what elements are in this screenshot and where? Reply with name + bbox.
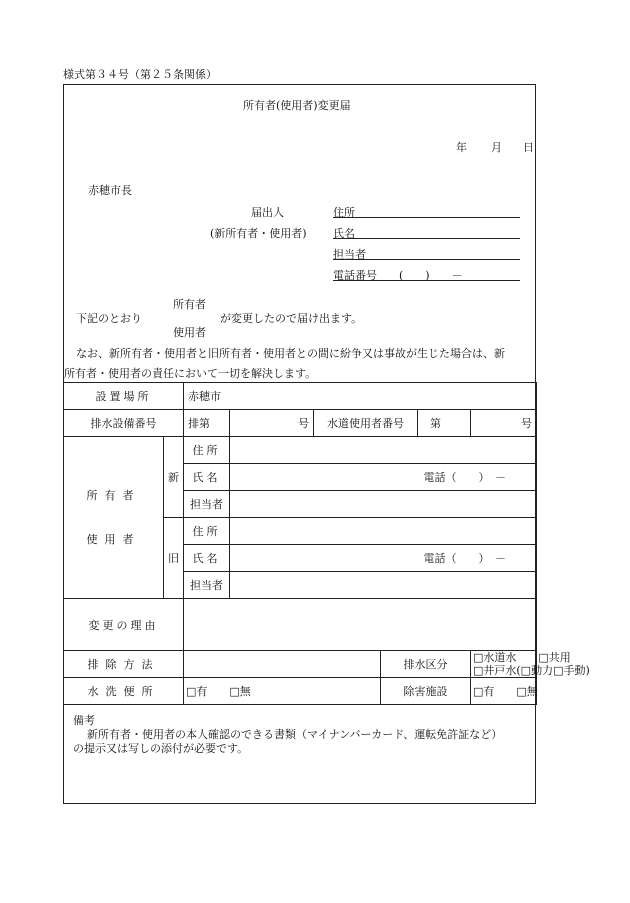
owner-label: 所有者 — [86, 488, 141, 502]
applicant-contact-line[interactable] — [333, 259, 520, 260]
old-address-field[interactable] — [230, 518, 537, 545]
drain-number-label: 排水設備番号 — [64, 410, 184, 437]
toilet-options[interactable]: □有 □無 — [184, 678, 381, 705]
form-table — [63, 382, 590, 705]
water-number-label: 水道使用者番号 — [314, 410, 418, 437]
addressee: 赤穂市長 — [88, 184, 132, 197]
applicant-address-line[interactable] — [333, 217, 520, 218]
applicant-name-label: 氏名 — [333, 227, 355, 240]
form-number: 様式第３４号（第２５条関係） — [63, 68, 217, 81]
removal-method-label: 排除方法 — [64, 651, 184, 678]
notes-heading: 備考 — [73, 714, 95, 727]
reason-label: 変更の理由 — [64, 599, 184, 651]
notes-text-line1: 新所有者・使用者の本人確認のできる書類（マイナンバーカード、運転免許証など） — [87, 728, 503, 741]
applicant-phone-line[interactable] — [333, 280, 520, 281]
declaration-note-line2: 所有者・使用者の責任において一切を解決します。 — [64, 367, 317, 380]
drainage-options-line2[interactable]: □井戸水(□動力□手動) — [473, 664, 590, 677]
drain-number-prefix: 排第 — [184, 410, 230, 437]
new-name-label: 氏名 — [184, 464, 230, 491]
water-number-prefix: 第 — [418, 410, 471, 437]
declaration-option-owner: 所有者 — [173, 298, 206, 311]
old-address-label: 住所 — [184, 518, 230, 545]
new-label: 新 — [164, 437, 184, 518]
toilet-label: 水洗便所 — [64, 678, 184, 705]
old-label: 旧 — [164, 518, 184, 599]
applicant-sublabel: (新所有者・使用者) — [210, 227, 307, 240]
removal-method-field[interactable] — [184, 651, 381, 678]
new-address-label: 住所 — [184, 437, 230, 464]
location-label: 設置場所 — [64, 383, 184, 410]
drainage-options-line1[interactable]: □水道水 □共用 — [473, 651, 571, 664]
notes-section — [63, 710, 536, 756]
user-label: 使用者 — [86, 532, 141, 546]
declaration-suffix: が変更したので届け出ます。 — [220, 312, 363, 325]
old-contact-field[interactable] — [230, 572, 537, 599]
abatement-label: 除害施設 — [381, 678, 471, 705]
owner-user-label-cell — [64, 437, 164, 599]
applicant-name-line[interactable] — [333, 238, 520, 239]
old-name-label: 氏名 — [184, 545, 230, 572]
drainage-options-cell[interactable] — [471, 651, 590, 678]
applicant-label: 届出人 — [251, 206, 284, 219]
applicant-address-label: 住所 — [333, 206, 355, 219]
date-year: 年 — [456, 141, 467, 154]
applicant-phone-label: 電話番号 — [333, 269, 377, 282]
new-contact-field[interactable] — [230, 491, 537, 518]
water-number-suffix[interactable]: 号 — [471, 410, 537, 437]
declaration-option-user: 使用者 — [173, 326, 206, 339]
applicant-phone-format: ( ) － — [399, 269, 463, 282]
date-month: 月 — [491, 141, 502, 154]
drainage-type-label: 排水区分 — [381, 651, 471, 678]
date-day: 日 — [523, 141, 534, 154]
location-value[interactable]: 赤穂市 — [184, 383, 537, 410]
notes-text-line2: の提示又は写しの添付が必要です。 — [73, 742, 249, 755]
form-title: 所有者(使用者)変更届 — [243, 99, 351, 112]
old-contact-label: 担当者 — [184, 572, 230, 599]
drain-number-suffix[interactable]: 号 — [230, 410, 314, 437]
new-phone[interactable]: 電話（ ） － — [230, 464, 537, 491]
abatement-options[interactable]: □有 □無 — [471, 678, 537, 705]
old-phone[interactable]: 電話（ ） － — [230, 545, 537, 572]
applicant-contact-label: 担当者 — [333, 248, 366, 261]
new-address-field[interactable] — [230, 437, 537, 464]
new-contact-label: 担当者 — [184, 491, 230, 518]
declaration-prefix: 下記のとおり — [76, 312, 142, 325]
declaration-note-line1: なお、新所有者・使用者と旧所有者・使用者との間に紛争又は事故が生じた場合は、新 — [76, 347, 505, 360]
reason-field[interactable] — [184, 599, 537, 651]
